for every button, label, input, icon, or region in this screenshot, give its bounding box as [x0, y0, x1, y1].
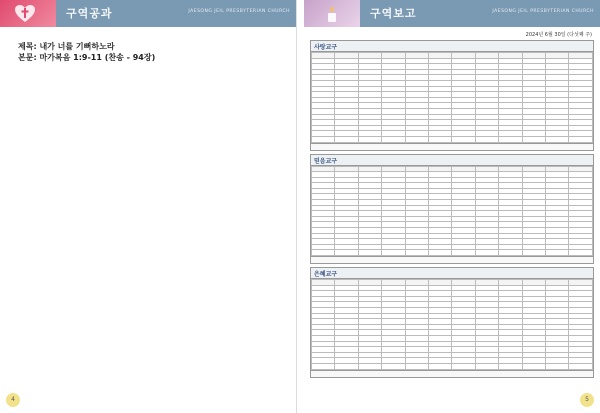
- district-reports: [304, 40, 600, 378]
- table-cell: [522, 136, 545, 142]
- candle-icon: [324, 5, 340, 23]
- district-header: [311, 155, 593, 166]
- left-banner-subtitle: JAESONG JEIL PRESBYTERIAN CHURCH: [188, 9, 290, 14]
- left-banner-photo: [0, 0, 56, 27]
- table-cell: [499, 136, 522, 142]
- table-cell: [522, 363, 545, 369]
- district-report: [310, 267, 594, 378]
- table-cell: [546, 363, 569, 369]
- table-cell: [475, 250, 498, 256]
- table-cell: [358, 250, 381, 256]
- right-banner-title: 구역보고: [370, 7, 417, 20]
- right-page: [304, 0, 600, 413]
- district-name: 믿음교구: [314, 157, 338, 165]
- table-cell: [382, 250, 405, 256]
- table-cell: [382, 363, 405, 369]
- right-banner-subtitle: JAESONG JEIL PRESBYTERIAN CHURCH: [492, 9, 594, 14]
- district-total: [311, 143, 593, 150]
- report-date: 2024년 6월 30일 (다섯째 주): [525, 32, 592, 38]
- table-cell: [335, 136, 358, 142]
- district-name: 사랑교구: [314, 44, 338, 51]
- table-cell: [429, 363, 452, 369]
- table-cell: [475, 363, 498, 369]
- table-cell: [358, 363, 381, 369]
- table-cell: [569, 136, 593, 142]
- table-cell: [499, 363, 522, 369]
- table-row: [312, 136, 593, 142]
- table-cell: [358, 136, 381, 142]
- table-cell: [382, 136, 405, 142]
- table-cell: [452, 363, 475, 369]
- district-total: [311, 370, 593, 377]
- table-cell: [405, 136, 428, 142]
- table-cell: [335, 250, 358, 256]
- table-cell: [475, 136, 498, 142]
- left-banner-title: 구역공과: [66, 7, 113, 20]
- district-header: [311, 268, 593, 279]
- district-report: [310, 40, 594, 151]
- district-table: [311, 52, 593, 143]
- table-cell: [499, 250, 522, 256]
- table-row: [312, 363, 593, 369]
- lesson-heading: [0, 27, 296, 63]
- table-row: [312, 250, 593, 256]
- page-number-left: 4: [6, 393, 20, 407]
- district-table: [311, 279, 593, 370]
- table-cell: [569, 250, 593, 256]
- heart-cross-icon: [14, 4, 36, 23]
- table-cell: [546, 136, 569, 142]
- table-cell: [405, 363, 428, 369]
- right-banner-photo: [304, 0, 360, 27]
- lesson-text: 본문: 마가복음 1:9-11 (찬송 - 94장): [18, 53, 156, 62]
- page-number-right: 5: [580, 393, 594, 407]
- table-cell: [569, 363, 593, 369]
- district-header: [311, 41, 593, 52]
- table-cell: [335, 363, 358, 369]
- right-banner: [304, 0, 600, 27]
- lesson-body: [0, 63, 296, 73]
- district-report: [310, 154, 594, 265]
- table-cell: [429, 250, 452, 256]
- table-cell: [429, 136, 452, 142]
- table-cell: [522, 250, 545, 256]
- lesson-title: 제목: 내가 너를 기뻐하노라: [18, 42, 115, 51]
- table-cell: [452, 250, 475, 256]
- left-page: [0, 0, 297, 413]
- table-cell: [546, 250, 569, 256]
- table-cell: [452, 136, 475, 142]
- district-total: [311, 256, 593, 263]
- table-cell: [312, 136, 335, 142]
- table-cell: [312, 250, 335, 256]
- table-cell: [405, 250, 428, 256]
- district-table: [311, 166, 593, 257]
- district-name: 은혜교구: [314, 271, 338, 278]
- left-banner: [0, 0, 296, 27]
- table-cell: [312, 363, 335, 369]
